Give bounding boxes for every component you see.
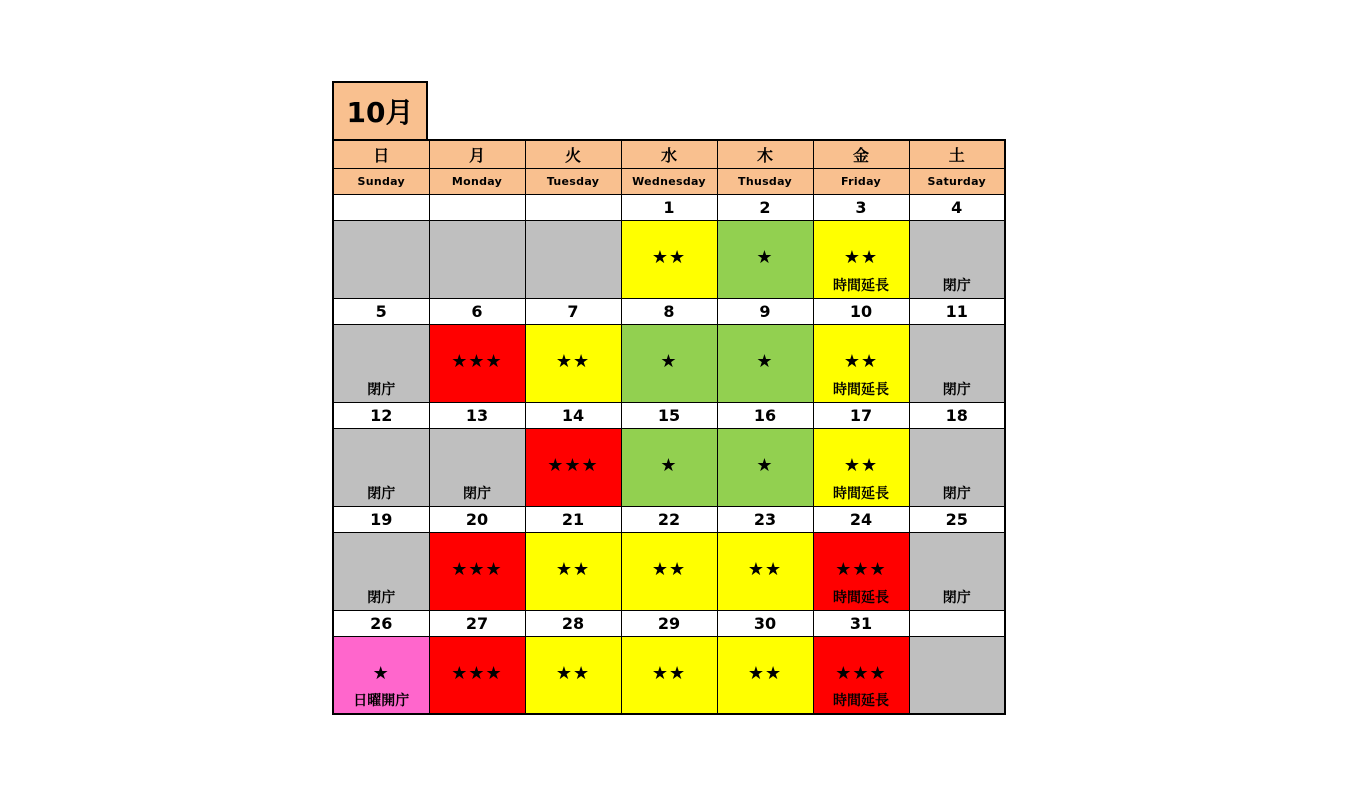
day-cell: [429, 428, 525, 506]
congestion-stars: ★★: [843, 454, 879, 476]
date-number: 6: [429, 298, 525, 324]
date-number: 12: [333, 402, 429, 428]
date-number: 8: [621, 298, 717, 324]
date-number: 2: [717, 194, 813, 220]
date-number: 10: [813, 298, 909, 324]
date-number: 22: [621, 506, 717, 532]
day-cell: [333, 428, 429, 506]
day-note: 時間延長: [833, 589, 889, 606]
weekday-en: Monday: [429, 168, 525, 194]
day-cell: [525, 428, 621, 506]
day-cell: [621, 220, 717, 298]
date-number: 3: [813, 194, 909, 220]
date-number: 4: [909, 194, 1005, 220]
day-note: 時間延長: [833, 693, 889, 709]
congestion-stars: ★★★: [451, 350, 503, 372]
date-number-row: [333, 402, 1005, 428]
date-number: [909, 610, 1005, 636]
weekday-en: Sunday: [333, 168, 429, 194]
date-number: 26: [333, 610, 429, 636]
day-note: 閉庁: [942, 381, 971, 398]
congestion-stars: ★★★: [451, 662, 503, 684]
weekday-jp: 木: [717, 140, 813, 168]
date-number: 21: [525, 506, 621, 532]
weekday-jp: 土: [909, 140, 1005, 168]
congestion-stars: ★★: [747, 558, 783, 580]
day-cell: [333, 636, 429, 714]
day-cell: [717, 220, 813, 298]
weekday-jp: 金: [813, 140, 909, 168]
day-note: 閉庁: [942, 485, 971, 502]
day-cell: [429, 532, 525, 610]
congestion-stars: ★★: [651, 558, 687, 580]
congestion-stars: ★: [756, 350, 774, 372]
date-number: 18: [909, 402, 1005, 428]
date-number-row: [333, 194, 1005, 220]
date-number: 30: [717, 610, 813, 636]
day-status-row: [333, 636, 1005, 714]
day-note: 閉庁: [367, 485, 396, 502]
day-cell: [813, 636, 909, 714]
day-cell: [525, 220, 621, 298]
weekday-jp: 月: [429, 140, 525, 168]
date-number: 15: [621, 402, 717, 428]
day-note: 閉庁: [942, 589, 971, 606]
weekday-en: Wednesday: [621, 168, 717, 194]
day-note: 時間延長: [833, 381, 889, 398]
date-number: [429, 194, 525, 220]
date-number: 25: [909, 506, 1005, 532]
congestion-stars: ★: [756, 246, 774, 268]
day-cell: [621, 324, 717, 402]
day-status-row: [333, 220, 1005, 298]
congestion-stars: ★: [660, 350, 678, 372]
day-cell: [621, 428, 717, 506]
date-number: 17: [813, 402, 909, 428]
day-cell: [333, 324, 429, 402]
weekday-en: Tuesday: [525, 168, 621, 194]
day-cell: [717, 324, 813, 402]
weekday-jp: 日: [333, 140, 429, 168]
day-cell: [717, 428, 813, 506]
congestion-stars: ★★: [651, 662, 687, 684]
congestion-stars: ★★: [555, 662, 591, 684]
congestion-stars: ★★★: [835, 662, 887, 684]
day-status-row: [333, 324, 1005, 402]
weekday-jp: 水: [621, 140, 717, 168]
day-cell: [909, 220, 1005, 298]
day-cell: [621, 636, 717, 714]
weekday-en: Thusday: [717, 168, 813, 194]
date-number: 20: [429, 506, 525, 532]
weekday-header-jp: [333, 140, 1005, 168]
day-note: 閉庁: [367, 589, 396, 606]
date-number-row: [333, 506, 1005, 532]
date-number-row: [333, 298, 1005, 324]
date-number: 11: [909, 298, 1005, 324]
day-cell: [525, 636, 621, 714]
date-number: 23: [717, 506, 813, 532]
weekday-jp: 火: [525, 140, 621, 168]
day-cell: [813, 220, 909, 298]
congestion-stars: ★★: [843, 246, 879, 268]
day-cell: [525, 532, 621, 610]
congestion-stars: ★★: [747, 662, 783, 684]
congestion-stars: ★: [660, 454, 678, 476]
date-number-row: [333, 610, 1005, 636]
date-number: 9: [717, 298, 813, 324]
congestion-stars: ★★★: [547, 454, 599, 476]
congestion-stars: ★★: [651, 246, 687, 268]
congestion-stars: ★: [372, 662, 390, 684]
date-number: 27: [429, 610, 525, 636]
congestion-stars: ★★★: [835, 558, 887, 580]
date-number: 19: [333, 506, 429, 532]
weekday-header-en: [333, 168, 1005, 194]
date-number: 28: [525, 610, 621, 636]
day-cell: [909, 532, 1005, 610]
date-number: 24: [813, 506, 909, 532]
date-number: 1: [621, 194, 717, 220]
date-number: 14: [525, 402, 621, 428]
day-note: 日曜開庁: [353, 693, 410, 709]
congestion-stars: ★★★: [451, 558, 503, 580]
day-note: 閉庁: [367, 381, 396, 398]
day-cell: [909, 428, 1005, 506]
day-cell: [813, 324, 909, 402]
day-status-row: [333, 532, 1005, 610]
day-note: 時間延長: [833, 277, 889, 294]
weekday-en: Friday: [813, 168, 909, 194]
calendar-grid: [332, 139, 1006, 715]
day-cell: [621, 532, 717, 610]
day-status-row: [333, 428, 1005, 506]
day-cell: [429, 636, 525, 714]
day-note: 閉庁: [463, 485, 491, 502]
date-number: 31: [813, 610, 909, 636]
date-number: 5: [333, 298, 429, 324]
date-number: 29: [621, 610, 717, 636]
day-cell: [717, 532, 813, 610]
day-note: 時間延長: [833, 485, 889, 502]
day-cell: [909, 636, 1005, 714]
day-cell: [333, 220, 429, 298]
date-number: 16: [717, 402, 813, 428]
congestion-stars: ★: [756, 454, 774, 476]
date-number: [525, 194, 621, 220]
day-note: 閉庁: [942, 277, 971, 294]
date-number: 13: [429, 402, 525, 428]
day-cell: [717, 636, 813, 714]
congestion-stars: ★★: [555, 350, 591, 372]
weekday-en: Saturday: [909, 168, 1005, 194]
day-cell: [429, 324, 525, 402]
day-cell: [909, 324, 1005, 402]
day-cell: [429, 220, 525, 298]
day-cell: [813, 428, 909, 506]
congestion-stars: ★★: [555, 558, 591, 580]
date-number: [333, 194, 429, 220]
date-number: 7: [525, 298, 621, 324]
day-cell: [333, 532, 429, 610]
day-cell: [525, 324, 621, 402]
month-title: 10月: [332, 81, 428, 139]
day-cell: [813, 532, 909, 610]
congestion-stars: ★★: [843, 350, 879, 372]
